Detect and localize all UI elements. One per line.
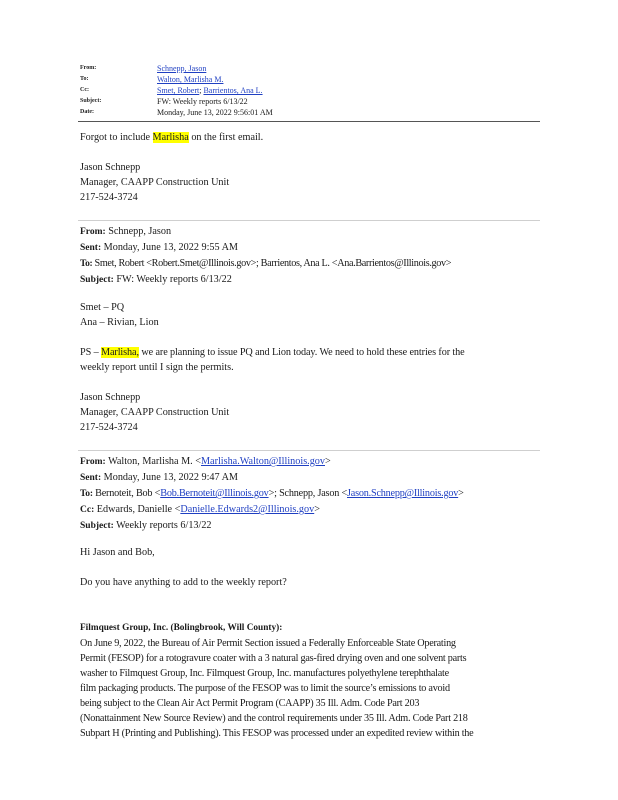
forward-1-ps-line-2: weekly report until I sign the permits. — [80, 362, 234, 373]
forward-2-greeting: Hi Jason and Bob, — [80, 547, 155, 558]
forward-divider-2 — [78, 450, 540, 451]
forward-2-question: Do you have anything to add to the weekly report? — [80, 577, 287, 588]
forward-2-from-close: > — [325, 456, 331, 467]
spacer — [80, 560, 540, 575]
signature-title: Manager, CAAPP Construction Unit — [80, 407, 230, 418]
forward-2-to-name-1: Bernoteit, Bob < — [95, 488, 161, 499]
header-from-value[interactable]: Schnepp, Jason — [157, 64, 207, 73]
forward-1-from-label: From: — [80, 227, 106, 237]
forward-1-subject-label: Subject: — [80, 275, 114, 285]
forward-2-to-mid: >; Schnepp, Jason < — [268, 488, 347, 499]
forward-2-body — [80, 545, 540, 590]
forward-2-sent-row — [80, 470, 540, 486]
paragraph-line: On June 9, 2022, the Bureau of Air Permit Section issued a Federally Enforceable State Operating — [80, 638, 456, 649]
forward-2-subject-label: Subject: — [80, 521, 114, 531]
highlighted-name: Marlisha — [152, 132, 189, 143]
forward-1-to-label: To: — [80, 259, 93, 269]
header-date-row — [80, 107, 540, 118]
forward-2-to-row — [80, 486, 540, 502]
paragraph-line: Permit (FESOP) for a rotogravure coater with a 3 natural gas-fired drying oven and one solvent parts — [80, 653, 467, 664]
forward-1-to-value: Smet, Robert <Robert.Smet@Illinois.gov>; Barrientos, Ana L. <Ana.Barrientos@Illinois.gov> — [94, 258, 452, 269]
email-header — [80, 63, 540, 118]
header-cc-row — [80, 85, 540, 96]
header-cc-label: Cc: — [80, 87, 89, 93]
forward-1-ps-post: we are planning to issue PQ and Lion today. We need to hold these entries for the — [138, 347, 465, 358]
forward-2-subject-row — [80, 518, 540, 534]
spacer — [80, 330, 540, 345]
header-to-label: To: — [80, 76, 89, 82]
signature-name: Jason Schnepp — [80, 162, 141, 173]
header-date-label: Date: — [80, 109, 94, 115]
header-cc-recipient-2[interactable]: Barrientos, Ana L. — [203, 86, 263, 95]
forward-1-to-row — [80, 256, 540, 272]
forward-2-to-label: To: — [80, 489, 93, 499]
forward-1-ps-line — [80, 345, 540, 360]
section-paragraph — [80, 636, 540, 741]
forward-1-header — [80, 224, 540, 288]
forward-2-header — [80, 454, 540, 534]
paragraph-line: film packaging products. The purpose of the FESOP was to limit the source’s emissions to avoid — [80, 683, 450, 694]
header-date-value: Monday, June 13, 2022 9:56:01 AM — [157, 108, 273, 117]
forward-2-section — [80, 621, 540, 741]
forward-2-cc-email-link[interactable]: Danielle.Edwards2@Illinois.gov — [180, 504, 315, 515]
forward-2-from-name: Walton, Marlisha M. < — [108, 456, 201, 467]
forward-2-sent-label: Sent: — [80, 473, 102, 483]
header-subject-value: FW: Weekly reports 6/13/22 — [157, 97, 248, 106]
forward-2-cc-row — [80, 502, 540, 518]
forward-1-sent-row — [80, 240, 540, 256]
header-subject-label: Subject: — [80, 98, 102, 104]
forward-2-subject-value: Weekly reports 6/13/22 — [116, 520, 212, 531]
forward-1-from-row — [80, 224, 540, 240]
forward-1-sent-value: Monday, June 13, 2022 9:55 AM — [103, 242, 238, 253]
forward-1-ps-pre: PS – — [80, 347, 102, 358]
forward-1-line-1: Smet – PQ — [80, 302, 125, 313]
forward-1-from-value: Schnepp, Jason — [108, 226, 172, 237]
header-cc-recipient-1[interactable]: Smet, Robert — [157, 86, 200, 95]
forward-1-line-2: Ana – Rivian, Lion — [80, 317, 159, 328]
spacer — [80, 145, 540, 160]
forward-2-cc-name: Edwards, Danielle < — [96, 504, 181, 515]
forward-2-cc-close: > — [314, 504, 320, 515]
header-cc-value — [157, 85, 540, 96]
header-to-row — [80, 74, 540, 85]
forward-1-sent-label: Sent: — [80, 243, 102, 253]
signature-name: Jason Schnepp — [80, 392, 141, 403]
header-to-value[interactable]: Walton, Marlisha M. — [157, 75, 224, 84]
forward-2-to-email-link-1[interactable]: Bob.Bernoteit@Illinois.gov — [160, 488, 269, 499]
forward-2-to-email-link-2[interactable]: Jason.Schnepp@Illinois.gov — [347, 488, 459, 499]
message-1-text-pre: Forgot to include — [80, 132, 153, 143]
forward-2-from-email-link[interactable]: Marlisha.Walton@Illinois.gov — [200, 456, 325, 467]
forward-divider-1 — [78, 220, 540, 221]
signature-phone: 217-524-3724 — [80, 422, 138, 433]
forward-2-sent-value: Monday, June 13, 2022 9:47 AM — [103, 472, 238, 483]
header-cc-separator: ; — [199, 86, 202, 95]
paragraph-line: being subject to the Clean Air Act Permit Program (CAAPP) 35 Ill. Adm. Code Part 203 — [80, 698, 420, 709]
message-1-line — [80, 130, 540, 145]
forward-1-body — [80, 300, 540, 435]
forward-1-subject-value: FW: Weekly reports 6/13/22 — [116, 274, 232, 285]
header-divider — [78, 121, 540, 122]
spacer — [80, 375, 540, 390]
signature-phone: 217-524-3724 — [80, 192, 138, 203]
header-from-label: From: — [80, 65, 97, 71]
header-from-row — [80, 63, 540, 74]
forward-1-subject-row — [80, 272, 540, 288]
section-title: Filmquest Group, Inc. (Bolingbrook, Will County): — [80, 623, 283, 633]
header-subject-row — [80, 96, 540, 107]
paragraph-line: washer to Filmquest Group, Inc. Filmquest Group, Inc. manufactures polyethylene terephthalate — [80, 668, 449, 679]
paragraph-line: Subpart H (Printing and Publishing). This FESOP was processed under an expedited review within the — [80, 728, 474, 739]
forward-2-from-row — [80, 454, 540, 470]
message-1-text-post: on the first email. — [188, 132, 264, 143]
highlighted-name: Marlisha, — [101, 347, 139, 358]
paragraph-line: (Nonattainment New Source Review) and the control requirements under 35 Ill. Adm. Code Part 218 — [80, 713, 468, 724]
forward-2-to-close: > — [458, 488, 464, 499]
forward-2-from-label: From: — [80, 457, 106, 467]
message-body-1 — [80, 130, 540, 205]
signature-title: Manager, CAAPP Construction Unit — [80, 177, 230, 188]
forward-2-cc-label: Cc: — [80, 505, 95, 515]
